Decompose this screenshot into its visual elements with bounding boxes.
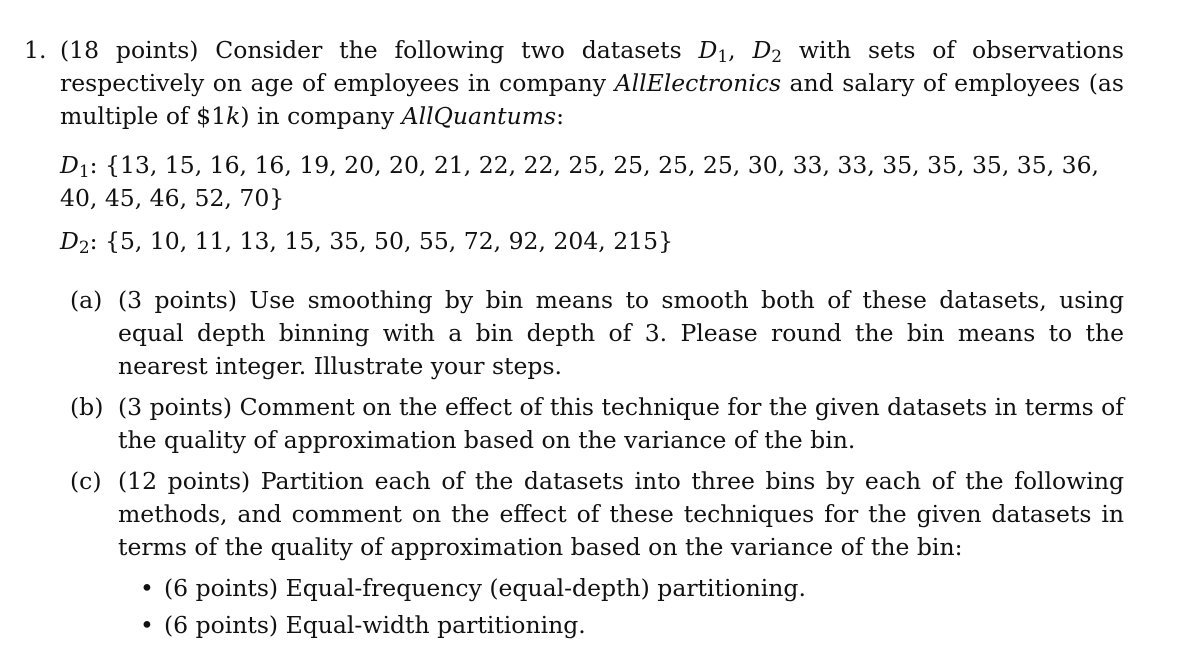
dataset-label-d1: $D_1$: [60, 151, 90, 182]
dataset-symbol-d2: $D_2$: [752, 36, 783, 67]
problem-1: [24, 34, 1124, 650]
subpart-text: (3 points) Comment on the effect of this technique for the given datasets in terms of the quality of approximation based on the variance of the bin.: [118, 393, 1124, 454]
subpart-label: (b): [70, 393, 104, 421]
problem-body: [60, 34, 1124, 642]
subpart-label: (a): [70, 286, 103, 314]
intro-colon: :: [556, 102, 565, 130]
bullet-text: (6 points) Equal-width partitioning.: [164, 611, 586, 639]
bullet-icon: •: [140, 611, 154, 639]
intro-text-c: and salary of employees (as multiple of $1k) in company: [60, 69, 1124, 130]
subparts-list: [70, 284, 1124, 642]
bullet-list: [118, 572, 1124, 642]
dataset-d2: $D_2$: {5, 10, 11, 13, 15, 35, 50, 55, 72, 92, 204, 215}: [60, 227, 674, 258]
bullet-icon: •: [140, 574, 154, 602]
subpart-label: (c): [70, 467, 102, 495]
problem-number: 1.: [24, 36, 47, 64]
company-name-1: AllElectronics: [614, 69, 782, 97]
intro-text-a: Consider the following two datasets: [215, 36, 682, 64]
dataset-symbol-d1: $D_1$: [698, 36, 729, 67]
subpart-a: [70, 284, 1124, 383]
problem-points: (18 points): [60, 36, 199, 64]
dataset-label-d2: $D_2$: [60, 227, 90, 258]
dataset-d1: $D_1$: {13, 15, 16, 16, 19, 20, 20, 21, 22, 22, 25, 25, 25, 25, 30, 33, 33, 35, 35, 35, 35, 36, 40, 45, 46, 52, 70}: [60, 151, 1100, 212]
subpart-text: (12 points) Partition each of the datasets into three bins by each of the following methods, and comment on the effect of these techniques for the given datasets in terms of the quality of approximation based on the variance of the bin:: [118, 467, 1124, 561]
subpart-text: (3 points) Use smoothing by bin means to smooth both of these datasets, using equal depth binning with a bin depth of 3. Please round the bin means to the nearest integer. Illustrate your steps.: [118, 286, 1124, 380]
intro-text-b: with sets of observations respectively on age of employees in company: [60, 36, 1124, 97]
bullet-item-equal-frequency: [140, 572, 1124, 605]
subpart-c: [70, 465, 1124, 642]
company-name-2: AllQuantums: [401, 102, 557, 130]
problem-intro: (18 points) Consider the following two datasets $D_1$, $D_2$ with sets of observations respectively on age of employees in company AllElectronics and salary of employees (as multiple of $1k) in company AllQuantums:: [60, 36, 1124, 130]
dataset-values-d1: {13, 15, 16, 16, 19, 20, 20, 21, 22, 22, 25, 25, 25, 25, 30, 33, 33, 35, 35, 35, 35, 36, 40, 45, 46, 52, 70}: [60, 151, 1100, 212]
subpart-b: [70, 391, 1124, 457]
dataset-values-d2: {5, 10, 11, 13, 15, 35, 50, 55, 72, 92, 204, 215}: [105, 227, 674, 255]
bullet-item-equal-width: [140, 609, 1124, 642]
bullet-text: (6 points) Equal-frequency (equal-depth) partitioning.: [164, 574, 806, 602]
